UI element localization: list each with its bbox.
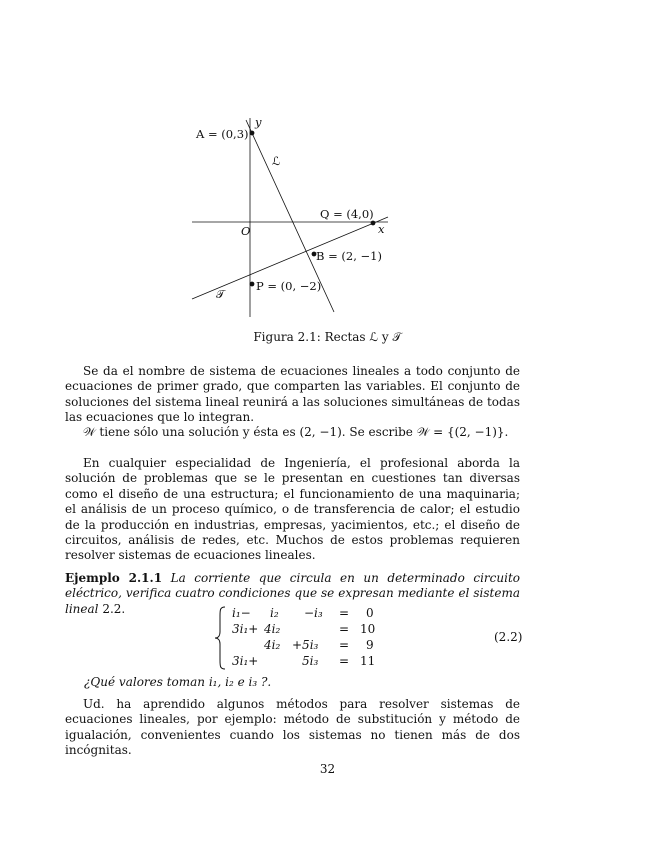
lines-graph xyxy=(180,112,410,322)
rhs: 11 xyxy=(360,654,376,668)
point-Q-label: Q = (4,0) xyxy=(320,207,374,221)
paragraph-definition: Se da el nombre de sistema de ecuaciones lineales a todo conjunto de ecuaciones de primer grado, que comparten las variables. El conjunto de soluciones del sistema lineal reunirá a las soluciones simultáneas de todas las ecuaciones que lo integran. xyxy=(65,364,520,425)
term-3: +5i₃ xyxy=(292,638,319,652)
example-text: La corriente que circula en un determinado circuito eléctrico, verifica cuatro condiciones que se expresan mediante el sistema lineal xyxy=(65,571,520,616)
figure-lines-L-T xyxy=(180,112,410,322)
point-Q-dot xyxy=(371,221,376,226)
equals: = xyxy=(339,654,350,668)
point-P-label: P = (0, −2) xyxy=(256,279,322,293)
rhs: 0 xyxy=(366,606,374,620)
paragraph-methods: Ud. ha aprendido algunos métodos para resolver sistemas de ecuaciones lineales, por ejemplo: método de substitución y método de igualación, convenientes cuando los sistemas no tienen más de dos incógnitas. xyxy=(65,697,520,758)
term-3: 5i₃ xyxy=(302,654,319,668)
example-ref: 2.2. xyxy=(102,601,126,616)
paragraph-engineering: En cualquier especialidad de Ingeniería, el profesional aborda la solución de problemas que se le presentan en cuestiones tan diversas como el diseño de una estructura; el funcionamiento de una maquinaria; el análisis de un proceso químico, o de transferencia de calor; el estudio de la producción en industrias, empresas, yacimientos, etc.; el diseño de circuitos, análisis de redes, etc. Muchos de estos problemas requieren resolver sistemas de ecuaciones lineales. xyxy=(65,456,520,563)
term-1: 3i₁+ xyxy=(232,654,259,668)
point-B-label: B = (2, −1) xyxy=(316,249,382,263)
x-axis-label: x xyxy=(378,222,385,236)
equation-number: (2.2) xyxy=(494,630,523,644)
term-1: 3i₁+ xyxy=(232,622,259,636)
point-P-dot xyxy=(250,282,255,287)
rhs: 9 xyxy=(366,638,374,652)
term-3: −i₃ xyxy=(304,606,323,620)
figure-caption: Figura 2.1: Rectas ℒ y 𝒯 xyxy=(253,330,402,344)
term-2: 4i₂ xyxy=(264,638,281,652)
equals: = xyxy=(339,606,350,620)
equation-system xyxy=(214,606,374,670)
example-label: Ejemplo 2.1.1 xyxy=(65,571,163,585)
example-question: ¿Qué valores toman i₁, i₂ e i₃ ?. xyxy=(84,675,272,689)
term-1: i₁− xyxy=(232,606,251,620)
left-brace-icon xyxy=(214,606,228,670)
rhs: 10 xyxy=(360,622,376,636)
point-A-label: A = (0,3) xyxy=(196,127,249,141)
line-L-label: ℒ xyxy=(272,154,281,168)
paragraph-solution: 𝒲 tiene sólo una solución y ésta es (2, −1). Se escribe 𝒲 = {(2, −1)}. xyxy=(83,425,509,439)
line-T-label: 𝒯 xyxy=(216,287,225,301)
equals: = xyxy=(339,622,350,636)
term-2: i₂ xyxy=(270,606,279,620)
y-axis-label: y xyxy=(255,115,262,129)
equals: = xyxy=(339,638,350,652)
origin-label: O xyxy=(241,224,251,238)
page-number: 32 xyxy=(319,762,336,776)
point-A-dot xyxy=(250,131,255,136)
term-2: 4i₂ xyxy=(264,622,281,636)
